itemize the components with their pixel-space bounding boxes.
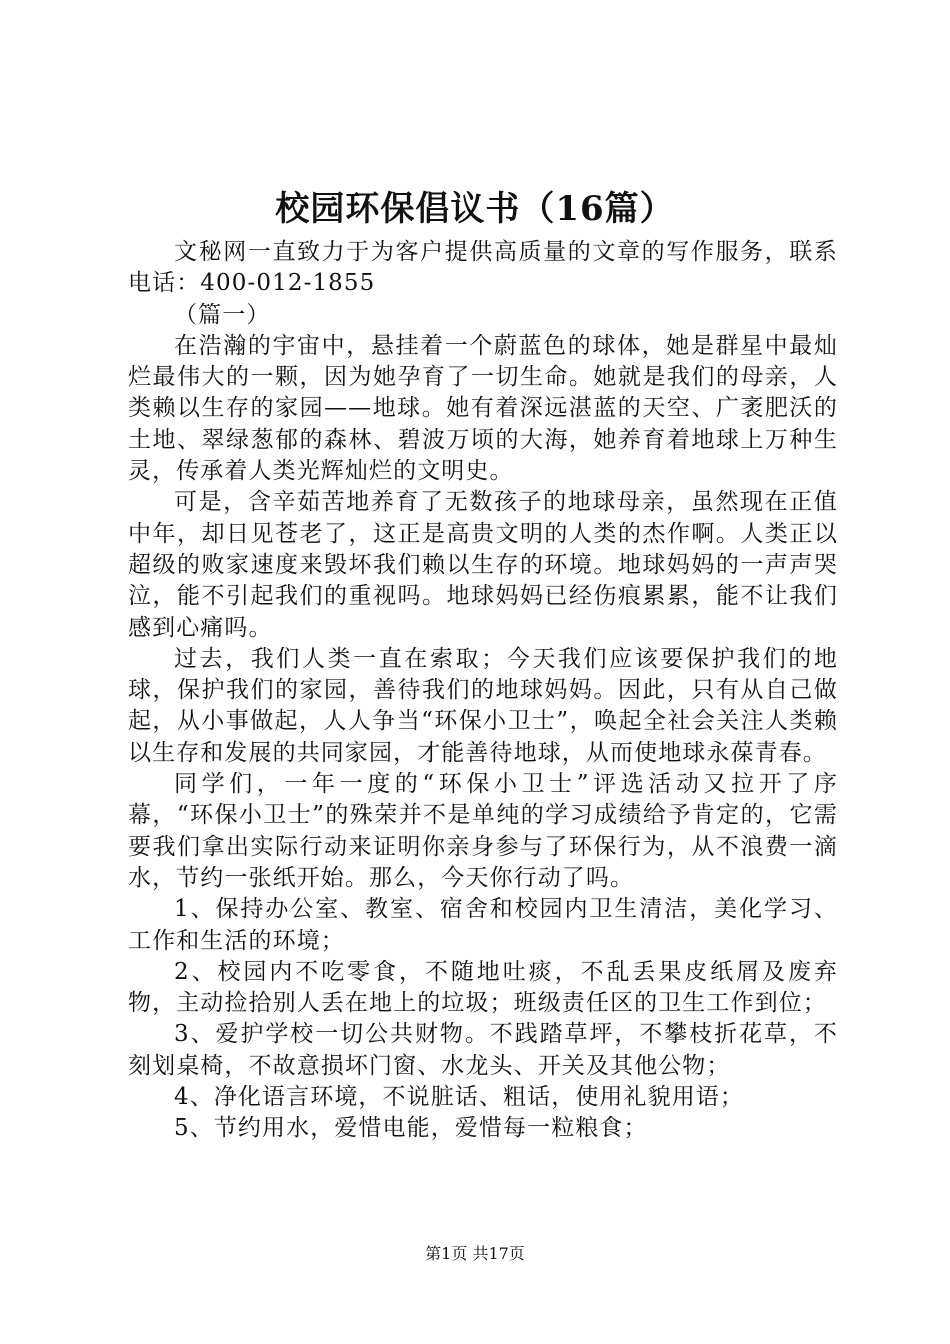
body-paragraph: 同学们，一年一度的“环保小卫士”评选活动又拉开了序幕，“环保小卫士”的殊荣并不是单纯的学习成绩给予肯定的，它需要我们拿出实际行动来证明你亲身参与了环保行为，从不浪费一滴水，节约一张纸开始。那么，今天你行动了吗。: [128, 771, 838, 891]
list-item: 5、节约用水，爱惜电能，爱惜每一粒粮食；: [174, 1115, 648, 1142]
list-item: 2、校园内不吃零食，不随地吐痰，不乱丢果皮纸屑及废弃物，主动捡拾别人丢在地上的垃圾；班级责任区的卫生工作到位；: [128, 958, 838, 1017]
body-paragraph: 可是，含辛茹苦地养育了无数孩子的地球母亲，虽然现在正值中年，却日见苍老了，这正是高贵文明的人类的杰作啊。人类正以超级的败家速度来毁坏我们赖以生存的环境。地球妈妈的一声声哭泣，能不引起我们的重视吗。地球妈妈已经伤痕累累，能不让我们感到心痛吗。: [128, 489, 838, 641]
intro-paragraph: 文秘网一直致力于为客户提供高质量的文章的写作服务，联系电话：400-012-1855: [128, 239, 838, 297]
page-footer: 第1页 共17页: [425, 1244, 525, 1263]
list-item: 3、爱护学校一切公共财物。不践踏草坪，不攀枝折花草，不刻划桌椅，不故意损坏门窗、水龙头、开关及其他公物；: [128, 1021, 838, 1079]
document-title: 校园环保倡议书（16篇）: [275, 189, 675, 229]
list-item: 1、保持办公室、教室、宿舍和校园内卫生清洁，美化学习、工作和生活的环境；: [128, 896, 838, 954]
section-heading: （篇一）: [174, 301, 271, 328]
list-item: 4、净化语言环境，不说脏话、粗话，使用礼貌用语；: [174, 1084, 745, 1111]
body-paragraph: 过去，我们人类一直在索取；今天我们应该要保护我们的地球，保护我们的家园，善待我们的地球妈妈。因此，只有从自己做起，从小事做起，人人争当“环保小卫士”，唤起全社会关注人类赖以生存和发展的共同家园，才能善待地球，从而使地球永葆青春。: [128, 645, 838, 766]
document-body: [128, 237, 838, 1145]
body-paragraph: 在浩瀚的宇宙中，悬挂着一个蔚蓝色的球体，她是群星中最灿烂最伟大的一颗，因为她孕育了一切生命。她就是我们的母亲，人类赖以生存的家园——地球。她有着深远湛蓝的天空、广袤肥沃的土地、翠绿葱郁的森林、碧波万顷的大海，她养育着地球上万种生灵，传承着人类光辉灿烂的文明史。: [128, 332, 838, 485]
